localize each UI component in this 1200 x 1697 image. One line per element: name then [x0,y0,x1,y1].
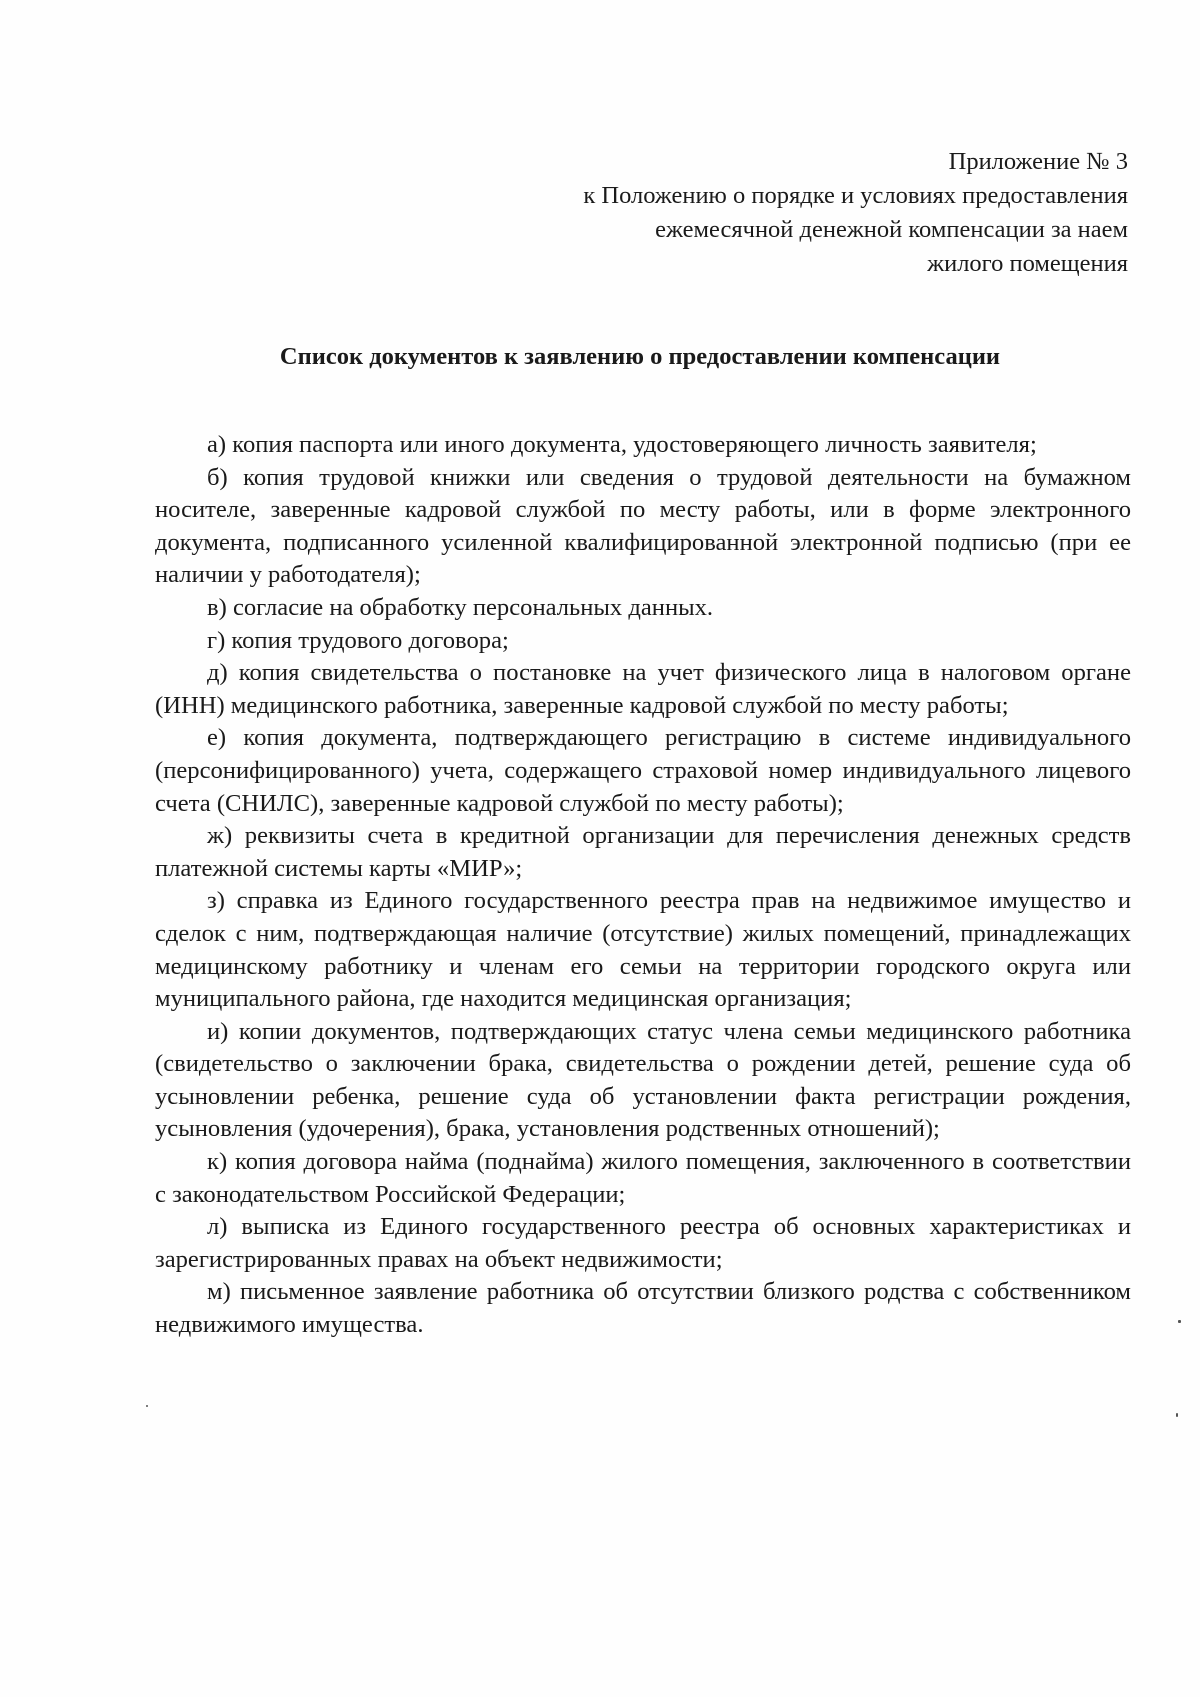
scan-speck [1176,1413,1178,1417]
list-item-d: д) копия свидетельства о постановке на учет физического лица в налоговом органе (ИНН) медицинского работника, заверенные кадровой службой по месту работы; [155,659,1131,719]
appendix-header [408,145,1128,281]
document-title: Список документов к заявлению о предоставлении компенсации [279,343,1001,370]
list-item-zh: ж) реквизиты счета в кредитной организации для перечисления денежных средств платежной системы карты «МИР»; [155,822,1131,882]
scan-speck [146,1405,148,1407]
list-item-b: б) копия трудовой книжки или сведения о трудовой деятельности на бумажном носителе, заверенные кадровой службой по месту работы, или в форме электронного документа, подписанного усиленной квалифицированной электронной подписью (при ее наличии у работодателя); [155,463,1131,589]
document-list [155,429,1131,1342]
list-item-v: в) согласие на обработку персональных данных. [207,593,714,621]
list-item-i: и) копии документов, подтверждающих статус члена семьи медицинского работника (свидетельство о заключении брака, свидетельства о рождении детей, решение суда об усыновлении ребенка, решение суда об установлении факта регистрации рождения, усыновления (удочерения), брака, установления родственных отношений); [155,1017,1131,1143]
list-item-k: к) копия договора найма (поднайма) жилого помещения, заключенного в соответствии с законодательством Российской Федерации; [155,1148,1131,1208]
appendix-reference-line-3: жилого помещения [927,250,1128,277]
appendix-reference-line-1: к Положению о порядке и условиях предоставления [583,182,1128,209]
list-item-g: г) копия трудового договора; [207,626,509,654]
list-item-l: л) выписка из Единого государственного реестра об основных характеристиках и зарегистрированных правах на объект недвижимости; [155,1213,1131,1273]
list-item-a: а) копия паспорта или иного документа, удостоверяющего личность заявителя; [207,431,1037,458]
list-item-z: з) справка из Единого государственного реестра прав на недвижимое имущество и сделок с ним, подтверждающая наличие (отсутствие) жилых помещений, принадлежащих медицинскому работнику и членам его семьи на территории городского округа или муниципального района, где находится медицинская организация; [155,887,1131,1013]
appendix-reference-line-2: ежемесячной денежной компенсации за наем [655,216,1128,243]
scan-speck [1178,1320,1181,1323]
list-item-m: м) письменное заявление работника об отсутствии близкого родства с собственником недвижимого имущества. [155,1278,1131,1339]
list-item-e: е) копия документа, подтверждающего регистрацию в системе индивидуального (персонифицированного) учета, содержащего страховой номер индивидуального лицевого счета (СНИЛС), заверенные кадровой службой по месту работы); [155,724,1131,817]
appendix-number: Приложение № 3 [948,148,1128,175]
